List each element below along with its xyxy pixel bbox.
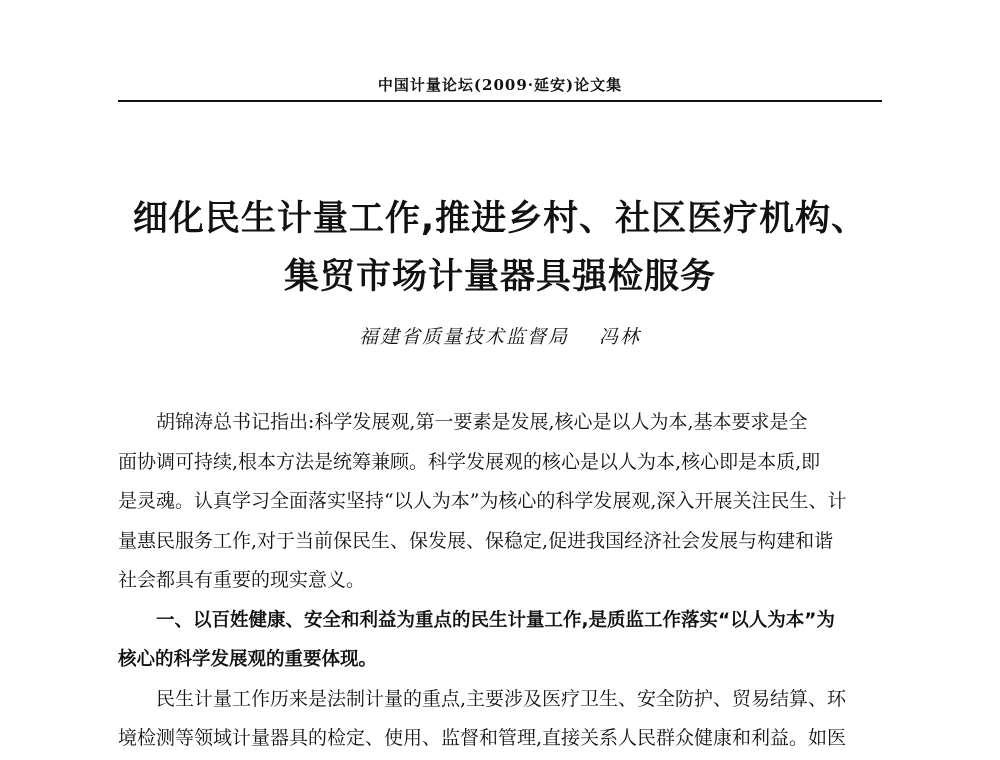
body-line: 社会都具有重要的现实意义。 — [118, 569, 366, 591]
heading-line: 核心的科学发展观的重要体现。 — [118, 649, 378, 670]
body-line: 面协调可持续,根本方法是统筹兼顾。科学发展观的核心是以人为本,核心即是本质,即 — [118, 450, 821, 473]
section-heading-1 — [118, 601, 886, 680]
author-line — [118, 322, 882, 349]
heading-line: 一、以百姓健康、安全和利益为重点的民生计量工作,是质监工作落实“以人为本”为 — [156, 609, 835, 631]
author-name: 冯林 — [599, 326, 642, 348]
body-line: 胡锦涛总书记指出:科学发展观,第一要素是发展,核心是以人为本,基本要求是全 — [156, 411, 808, 433]
running-header: 中国计量论坛(2009·延安)论文集 — [377, 76, 623, 94]
body-line: 量惠民服务工作,对于当前保民生、保发展、保稳定,促进我国经济社会发展与构建和谐 — [118, 529, 834, 552]
title-line-2: 集贸市场计量器具强检服务 — [283, 257, 716, 297]
paragraph-2 — [118, 680, 886, 759]
paragraph-1 — [118, 403, 886, 601]
header-rule — [118, 100, 882, 102]
article-title — [118, 190, 882, 306]
body-text — [118, 403, 886, 759]
body-line: 是灵魂。认真学习全面落实坚持“以人为本”为核心的科学发展观,深入开展关注民生、计 — [118, 490, 847, 512]
title-line-1: 细化民生计量工作,推进乡村、社区医疗机构、 — [132, 199, 868, 239]
body-line: 境检测等领域计量器具的检定、使用、监督和管理,直接关系人民群众健康和利益。如医 — [118, 727, 847, 749]
author-affiliation: 福建省质量技术监督局 — [358, 326, 569, 348]
body-line: 民生计量工作历来是法制计量的重点,主要涉及医疗卫生、安全防护、贸易结算、环 — [156, 687, 847, 710]
